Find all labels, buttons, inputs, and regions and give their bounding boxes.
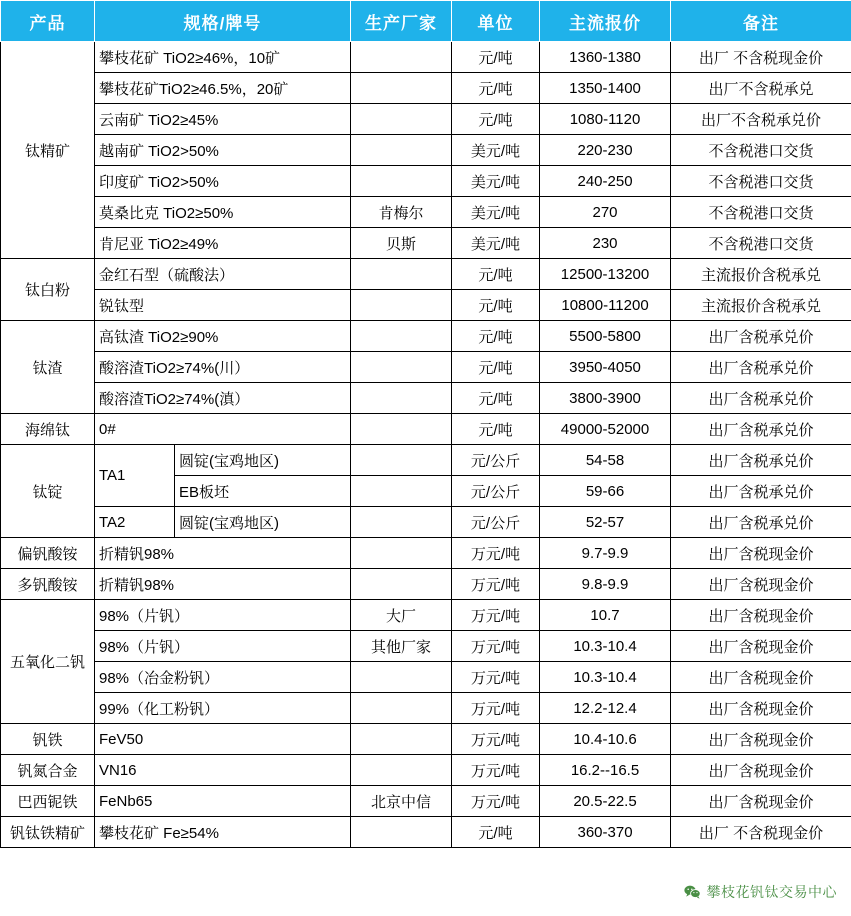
cell-unit: 元/吨 xyxy=(452,352,540,383)
cell-manufacturer: 其他厂家 xyxy=(351,631,452,662)
cell-manufacturer xyxy=(351,693,452,724)
cell-spec: 肯尼亚 TiO2≥49% xyxy=(95,228,351,259)
table-row xyxy=(1,321,851,352)
cell-spec: 越南矿 TiO2>50% xyxy=(95,135,351,166)
cell-unit: 美元/吨 xyxy=(452,166,540,197)
table-row xyxy=(1,166,851,197)
cell-spec: 98%（片钒） xyxy=(95,600,351,631)
table-row xyxy=(1,383,851,414)
cell-unit: 万元/吨 xyxy=(452,755,540,786)
cell-remark: 出厂含税承兑价 xyxy=(671,321,851,352)
cell-remark: 出厂 不含税现金价 xyxy=(671,817,851,848)
cell-price: 16.2--16.5 xyxy=(540,755,671,786)
cell-spec: 折精钒98% xyxy=(95,569,351,600)
wechat-icon xyxy=(684,885,701,899)
cell-category: 钒铁 xyxy=(1,724,95,755)
cell-spec: 98%（片钒） xyxy=(95,631,351,662)
table-body xyxy=(1,42,851,848)
column-header-product: 产品 xyxy=(1,1,95,42)
cell-manufacturer xyxy=(351,414,452,445)
cell-remark: 不含税港口交货 xyxy=(671,228,851,259)
cell-remark: 出厂含税承兑价 xyxy=(671,414,851,445)
cell-category: 钛精矿 xyxy=(1,42,95,259)
table-row xyxy=(1,662,851,693)
cell-unit: 元/吨 xyxy=(452,259,540,290)
cell-manufacturer xyxy=(351,507,452,538)
cell-unit: 元/吨 xyxy=(452,817,540,848)
cell-unit: 美元/吨 xyxy=(452,228,540,259)
cell-unit: 万元/吨 xyxy=(452,538,540,569)
cell-unit: 美元/吨 xyxy=(452,197,540,228)
column-header-remark: 备注 xyxy=(671,1,851,42)
cell-remark: 出厂含税承兑价 xyxy=(671,383,851,414)
cell-unit: 元/吨 xyxy=(452,42,540,73)
cell-manufacturer xyxy=(351,166,452,197)
cell-price: 360-370 xyxy=(540,817,671,848)
cell-price: 12.2-12.4 xyxy=(540,693,671,724)
cell-remark: 不含税港口交货 xyxy=(671,197,851,228)
cell-spec: FeNb65 xyxy=(95,786,351,817)
cell-manufacturer xyxy=(351,104,452,135)
cell-price: 49000-52000 xyxy=(540,414,671,445)
cell-remark: 出厂含税承兑价 xyxy=(671,507,851,538)
cell-remark: 出厂含税现金价 xyxy=(671,786,851,817)
table-row xyxy=(1,445,851,476)
cell-remark: 出厂 不含税现金价 xyxy=(671,42,851,73)
cell-category: 钛渣 xyxy=(1,321,95,414)
cell-spec: 酸溶渣TiO2≥74%(川） xyxy=(95,352,351,383)
cell-price: 20.5-22.5 xyxy=(540,786,671,817)
table-row xyxy=(1,352,851,383)
cell-price: 1360-1380 xyxy=(540,42,671,73)
table-row xyxy=(1,104,851,135)
cell-price: 240-250 xyxy=(540,166,671,197)
cell-price: 10.3-10.4 xyxy=(540,631,671,662)
cell-remark: 出厂含税现金价 xyxy=(671,631,851,662)
cell-price: 59-66 xyxy=(540,476,671,507)
cell-category: 钛白粉 xyxy=(1,259,95,321)
cell-manufacturer xyxy=(351,42,452,73)
cell-manufacturer: 肯梅尔 xyxy=(351,197,452,228)
cell-category: 钛锭 xyxy=(1,445,95,538)
cell-category: 多钒酸铵 xyxy=(1,569,95,600)
cell-remark: 主流报价含税承兑 xyxy=(671,290,851,321)
cell-spec: 圆锭(宝鸡地区) xyxy=(175,445,351,476)
cell-remark: 主流报价含税承兑 xyxy=(671,259,851,290)
cell-price: 1080-1120 xyxy=(540,104,671,135)
column-header-spec: 规格/牌号 xyxy=(95,1,351,42)
cell-price: 3950-4050 xyxy=(540,352,671,383)
cell-manufacturer xyxy=(351,476,452,507)
cell-manufacturer xyxy=(351,569,452,600)
cell-price: 54-58 xyxy=(540,445,671,476)
cell-category: 钒钛铁精矿 xyxy=(1,817,95,848)
cell-remark: 出厂含税承兑价 xyxy=(671,476,851,507)
cell-spec: 印度矿 TiO2>50% xyxy=(95,166,351,197)
cell-manufacturer: 北京中信 xyxy=(351,786,452,817)
cell-price: 3800-3900 xyxy=(540,383,671,414)
cell-category: 五氧化二钒 xyxy=(1,600,95,724)
table-row xyxy=(1,42,851,73)
cell-remark: 不含税港口交货 xyxy=(671,135,851,166)
cell-manufacturer xyxy=(351,724,452,755)
cell-spec: 攀枝花矿TiO2≥46.5%，20矿 xyxy=(95,73,351,104)
cell-spec: 莫桑比克 TiO2≥50% xyxy=(95,197,351,228)
cell-spec: EB板坯 xyxy=(175,476,351,507)
cell-spec: FeV50 xyxy=(95,724,351,755)
cell-remark: 出厂含税现金价 xyxy=(671,724,851,755)
cell-spec: 金红石型（硫酸法） xyxy=(95,259,351,290)
cell-category: 钒氮合金 xyxy=(1,755,95,786)
cell-manufacturer xyxy=(351,259,452,290)
brand-label: 攀枝花钒钛交易中心 xyxy=(707,882,838,902)
cell-unit: 元/公斤 xyxy=(452,476,540,507)
cell-manufacturer xyxy=(351,538,452,569)
cell-spec: 折精钒98% xyxy=(95,538,351,569)
cell-manufacturer xyxy=(351,135,452,166)
table-header-row xyxy=(1,1,851,42)
cell-manufacturer: 贝斯 xyxy=(351,228,452,259)
cell-price: 270 xyxy=(540,197,671,228)
cell-grade: TA1 xyxy=(95,445,175,507)
cell-unit: 万元/吨 xyxy=(452,786,540,817)
cell-manufacturer xyxy=(351,383,452,414)
cell-unit: 元/公斤 xyxy=(452,507,540,538)
column-header-price: 主流报价 xyxy=(540,1,671,42)
cell-unit: 元/吨 xyxy=(452,414,540,445)
cell-manufacturer xyxy=(351,662,452,693)
cell-unit: 元/吨 xyxy=(452,104,540,135)
table-row xyxy=(1,724,851,755)
cell-manufacturer xyxy=(351,817,452,848)
cell-price: 10800-11200 xyxy=(540,290,671,321)
cell-price: 52-57 xyxy=(540,507,671,538)
cell-category: 海绵钛 xyxy=(1,414,95,445)
cell-price: 10.4-10.6 xyxy=(540,724,671,755)
cell-remark: 出厂含税承兑价 xyxy=(671,352,851,383)
cell-manufacturer xyxy=(351,73,452,104)
cell-manufacturer xyxy=(351,290,452,321)
cell-price: 230 xyxy=(540,228,671,259)
cell-grade: TA2 xyxy=(95,507,175,538)
cell-remark: 出厂不含税承兑价 xyxy=(671,104,851,135)
cell-manufacturer xyxy=(351,445,452,476)
table-row xyxy=(1,786,851,817)
cell-unit: 万元/吨 xyxy=(452,662,540,693)
cell-manufacturer xyxy=(351,352,452,383)
cell-price: 10.7 xyxy=(540,600,671,631)
cell-price: 9.7-9.9 xyxy=(540,538,671,569)
cell-price: 10.3-10.4 xyxy=(540,662,671,693)
table-row xyxy=(1,507,851,538)
cell-spec: 云南矿 TiO2≥45% xyxy=(95,104,351,135)
cell-remark: 出厂含税承兑价 xyxy=(671,445,851,476)
table-row xyxy=(1,290,851,321)
footer xyxy=(0,848,851,916)
table-row xyxy=(1,693,851,724)
table-row xyxy=(1,414,851,445)
cell-unit: 元/吨 xyxy=(452,383,540,414)
brand-watermark xyxy=(684,882,838,902)
cell-remark: 出厂含税现金价 xyxy=(671,569,851,600)
cell-spec: 攀枝花矿 Fe≥54% xyxy=(95,817,351,848)
column-header-unit: 单位 xyxy=(452,1,540,42)
table-row xyxy=(1,259,851,290)
table-row xyxy=(1,631,851,662)
cell-unit: 万元/吨 xyxy=(452,693,540,724)
cell-remark: 出厂含税现金价 xyxy=(671,693,851,724)
table-row xyxy=(1,600,851,631)
table-row xyxy=(1,228,851,259)
table-row xyxy=(1,73,851,104)
table-row xyxy=(1,538,851,569)
cell-manufacturer: 大厂 xyxy=(351,600,452,631)
cell-manufacturer xyxy=(351,755,452,786)
cell-spec: 0# xyxy=(95,414,351,445)
cell-unit: 元/公斤 xyxy=(452,445,540,476)
cell-remark: 出厂含税现金价 xyxy=(671,755,851,786)
cell-unit: 美元/吨 xyxy=(452,135,540,166)
cell-spec: 高钛渣 TiO2≥90% xyxy=(95,321,351,352)
cell-category: 偏钒酸铵 xyxy=(1,538,95,569)
cell-spec: 攀枝花矿 TiO2≥46%，10矿 xyxy=(95,42,351,73)
cell-unit: 万元/吨 xyxy=(452,569,540,600)
cell-price: 9.8-9.9 xyxy=(540,569,671,600)
cell-price: 1350-1400 xyxy=(540,73,671,104)
cell-spec: 酸溶渣TiO2≥74%(滇） xyxy=(95,383,351,414)
cell-unit: 万元/吨 xyxy=(452,631,540,662)
cell-spec: VN16 xyxy=(95,755,351,786)
cell-spec: 圆锭(宝鸡地区) xyxy=(175,507,351,538)
cell-spec: 99%（化工粉钒） xyxy=(95,693,351,724)
cell-remark: 出厂含税现金价 xyxy=(671,600,851,631)
cell-price: 5500-5800 xyxy=(540,321,671,352)
cell-unit: 万元/吨 xyxy=(452,724,540,755)
table-row xyxy=(1,755,851,786)
cell-unit: 元/吨 xyxy=(452,73,540,104)
table-row xyxy=(1,197,851,228)
cell-unit: 万元/吨 xyxy=(452,600,540,631)
cell-manufacturer xyxy=(351,321,452,352)
cell-unit: 元/吨 xyxy=(452,290,540,321)
table-row xyxy=(1,135,851,166)
cell-price: 220-230 xyxy=(540,135,671,166)
cell-spec: 锐钛型 xyxy=(95,290,351,321)
table-row xyxy=(1,569,851,600)
cell-category: 巴西铌铁 xyxy=(1,786,95,817)
cell-spec: 98%（冶金粉钒） xyxy=(95,662,351,693)
cell-unit: 元/吨 xyxy=(452,321,540,352)
column-header-manufacturer: 生产厂家 xyxy=(351,1,452,42)
cell-remark: 出厂不含税承兑 xyxy=(671,73,851,104)
cell-remark: 出厂含税现金价 xyxy=(671,538,851,569)
table-row xyxy=(1,817,851,848)
cell-remark: 不含税港口交货 xyxy=(671,166,851,197)
cell-price: 12500-13200 xyxy=(540,259,671,290)
cell-remark: 出厂含税现金价 xyxy=(671,662,851,693)
